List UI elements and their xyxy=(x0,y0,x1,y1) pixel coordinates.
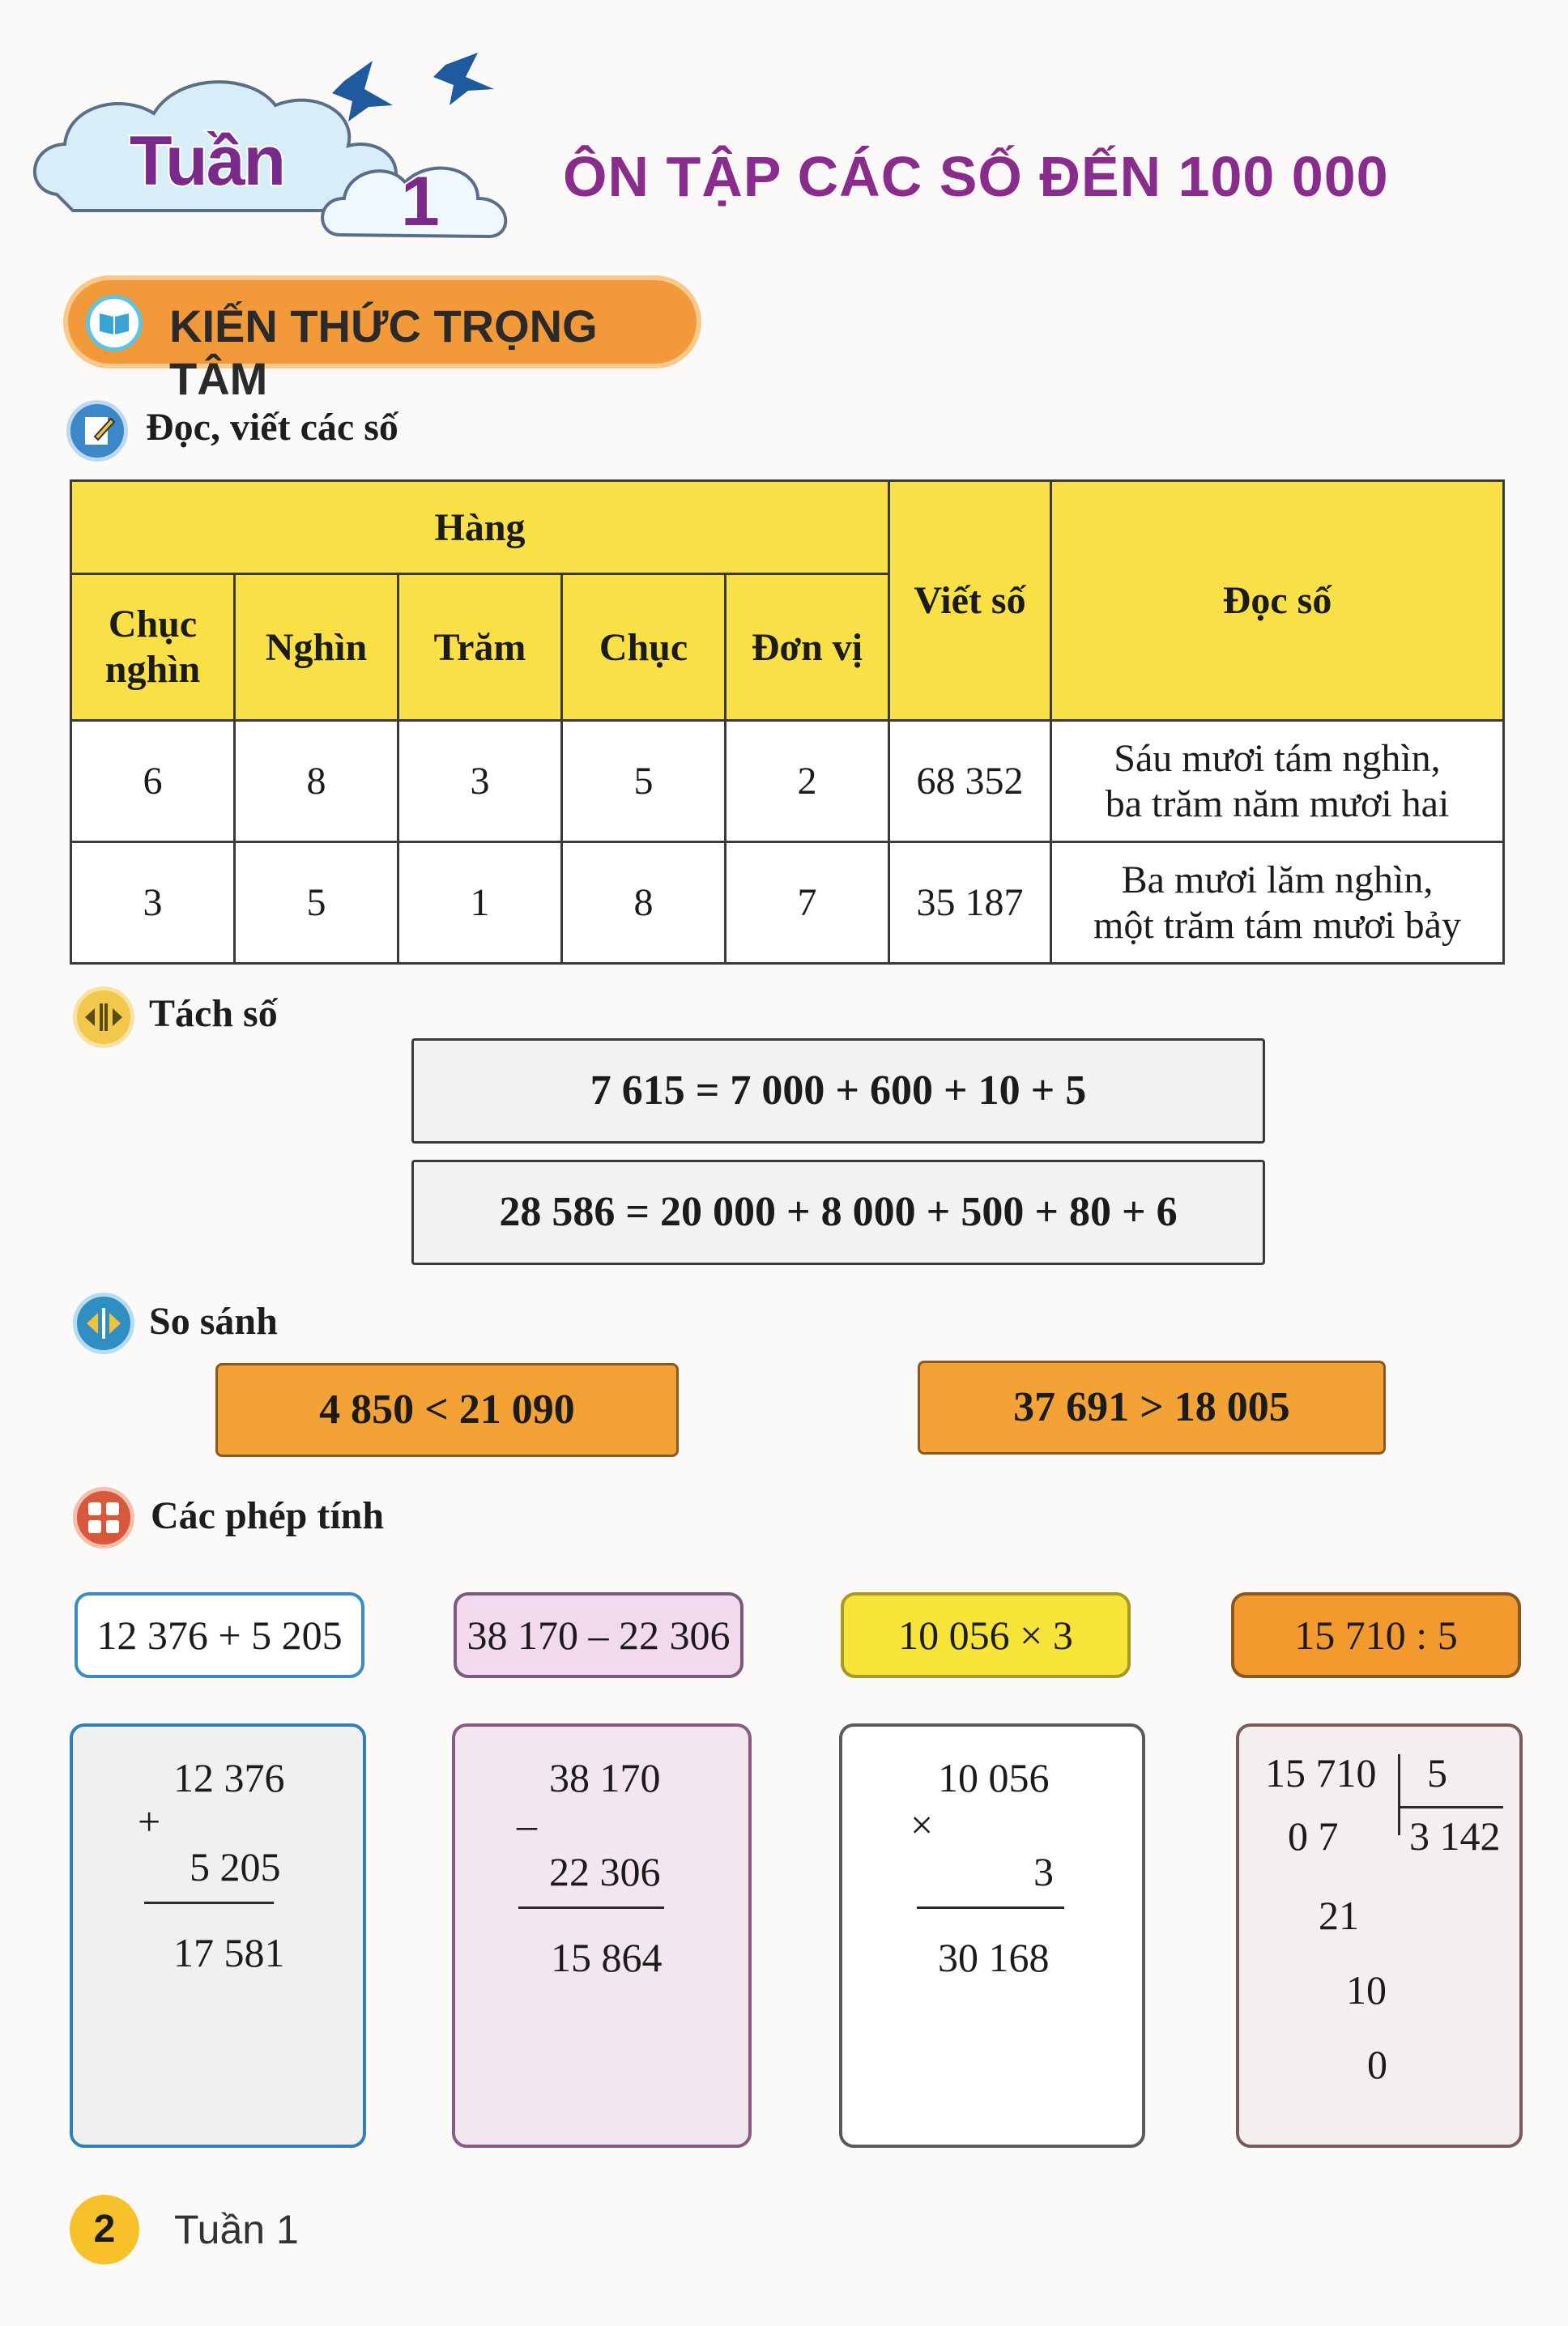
product-result: 30 168 xyxy=(938,1935,1050,1980)
table-cell: 1 xyxy=(398,842,562,964)
table-cell: 7 xyxy=(726,842,889,964)
minuend: 38 170 xyxy=(549,1755,661,1800)
multiplier: 3 xyxy=(1033,1849,1054,1894)
table-cell-reading: Ba mươi lăm nghìn, một trăm tám mươi bảy xyxy=(1051,842,1504,964)
split-equation: 7 615 = 7 000 + 600 + 10 + 5 xyxy=(411,1038,1265,1144)
compare-box: 4 850 < 21 090 xyxy=(215,1363,679,1457)
compare-box: 37 691 > 18 005 xyxy=(918,1361,1386,1455)
place-value-table xyxy=(70,479,1505,965)
subsection-heading-compare: So sánh xyxy=(149,1300,278,1343)
result-line xyxy=(917,1906,1064,1909)
division-bar-vertical xyxy=(1398,1754,1400,1835)
table-header-write: Viết số xyxy=(889,481,1051,721)
plus-sign: + xyxy=(138,1799,161,1844)
quotient: 3 142 xyxy=(1409,1813,1501,1859)
division-step: 21 xyxy=(1319,1893,1359,1938)
table-cell-reading: Sáu mươi tám nghìn, ba trăm năm mươi hai xyxy=(1051,721,1504,842)
result-line xyxy=(144,1902,274,1904)
divisor: 5 xyxy=(1427,1750,1447,1796)
table-header-col: Chục nghìn xyxy=(71,574,235,721)
section-title: KIẾN THỨC TRỌNG TÂM xyxy=(169,300,598,404)
subtrahend: 22 306 xyxy=(549,1849,661,1894)
minus-sign: – xyxy=(517,1802,537,1847)
dividend: 15 710 xyxy=(1265,1750,1377,1796)
page-title: ÔN TẬP CÁC SỐ ĐẾN 100 000 xyxy=(563,145,1389,208)
operation-label-multiply: 10 056 × 3 xyxy=(841,1592,1131,1678)
result-line xyxy=(518,1906,664,1909)
addend-b: 5 205 xyxy=(190,1844,281,1889)
week-number: 1 xyxy=(401,163,440,241)
table-cell: 6 xyxy=(71,721,235,842)
subsection-heading-operations: Các phép tính xyxy=(151,1494,385,1537)
table-header-read: Đọc số xyxy=(1051,481,1504,721)
table-cell-number: 68 352 xyxy=(889,721,1051,842)
page-number: 2 xyxy=(70,2195,139,2264)
table-header-col: Đơn vị xyxy=(726,574,889,721)
subsection-heading-split: Tách số xyxy=(149,992,278,1035)
bird-icon xyxy=(332,53,494,121)
division-step: 10 xyxy=(1346,1967,1387,2013)
table-cell: 3 xyxy=(398,721,562,842)
operation-label-divide: 15 710 : 5 xyxy=(1231,1592,1521,1678)
subsection-heading-read-write: Đọc, viết các số xyxy=(146,406,398,449)
addition-card xyxy=(70,1723,366,2148)
division-step: 0 xyxy=(1367,2042,1387,2087)
operation-label-add: 12 376 + 5 205 xyxy=(75,1592,364,1678)
table-cell: 2 xyxy=(726,721,889,842)
book-icon xyxy=(86,295,143,351)
section-banner xyxy=(63,275,701,404)
division-step: 0 7 xyxy=(1288,1813,1339,1859)
sum-result: 17 581 xyxy=(173,1930,285,1975)
table-header-col: Chục xyxy=(562,574,726,721)
table-cell: 5 xyxy=(562,721,726,842)
table-row xyxy=(71,842,1504,964)
table-row xyxy=(71,721,1504,842)
table-cell: 5 xyxy=(235,842,398,964)
footer-week: Tuần 1 xyxy=(174,2207,299,2252)
split-equation: 28 586 = 20 000 + 8 000 + 500 + 80 + 6 xyxy=(411,1160,1265,1265)
pencil-note-icon xyxy=(66,400,128,462)
split-arrows-icon xyxy=(73,986,134,1048)
table-cell-number: 35 187 xyxy=(889,842,1051,964)
week-label: Tuần xyxy=(130,122,285,200)
table-cell: 8 xyxy=(562,842,726,964)
addend-a: 12 376 xyxy=(173,1755,285,1800)
compare-arrows-icon xyxy=(73,1293,134,1354)
table-cell: 8 xyxy=(235,721,398,842)
division-card xyxy=(1236,1723,1523,2148)
times-sign: × xyxy=(910,1802,934,1847)
difference-result: 15 864 xyxy=(551,1935,663,1980)
table-cell: 3 xyxy=(71,842,235,964)
multiplication-card xyxy=(839,1723,1145,2148)
table-header-col: Trăm xyxy=(398,574,562,721)
operation-label-subtract: 38 170 – 22 306 xyxy=(454,1592,744,1678)
calculator-icon xyxy=(73,1487,134,1549)
subtraction-card xyxy=(452,1723,752,2148)
table-header-col: Nghìn xyxy=(235,574,398,721)
division-bar-horizontal xyxy=(1400,1806,1503,1808)
multiplicand: 10 056 xyxy=(938,1755,1050,1800)
table-group-header: Hàng xyxy=(71,481,889,574)
